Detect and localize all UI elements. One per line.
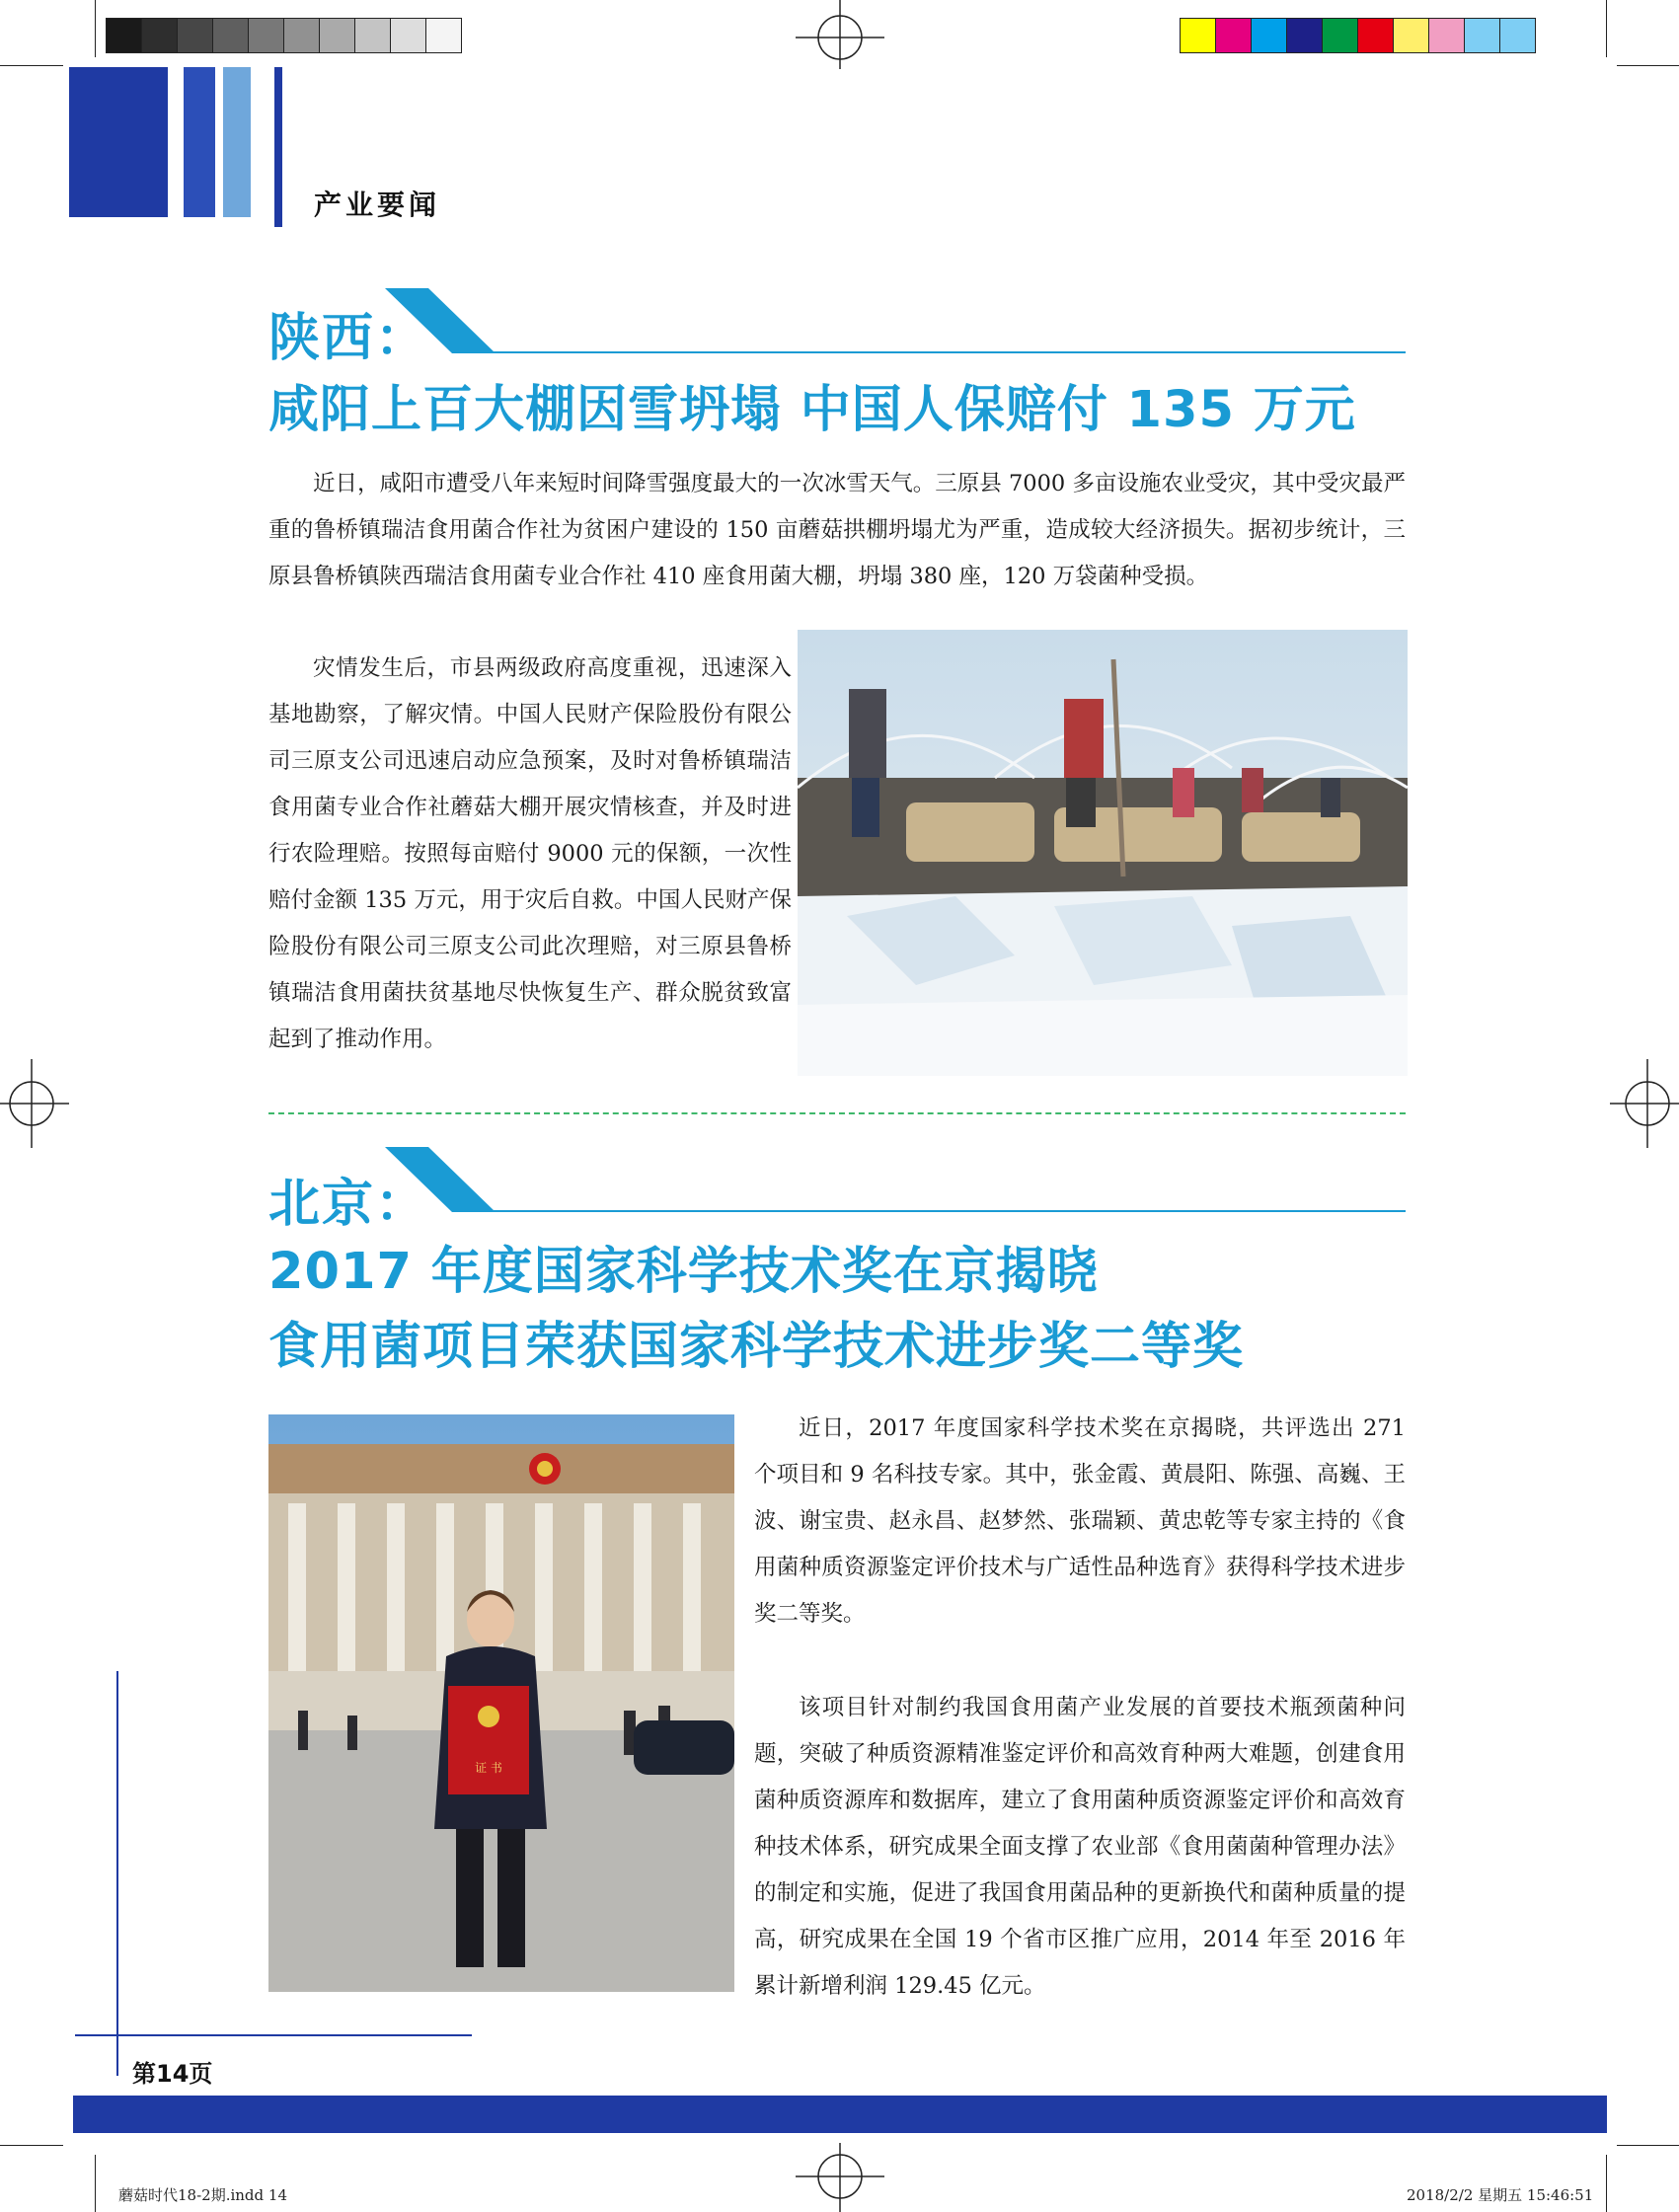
article1-paragraph-2: 灾情发生后，市县两级政府高度重视，迅速深入基地勘察，了解灾情。中国人民财产保险股份有限公司三原支公司迅速启动应急预案，及时对鲁桥镇瑞洁食用菌专业合作社蘑菇大棚开展灾情核查，并及时进行农险理赔。按照每亩赔付 9000 元的保额，一次性赔付金额 135 万元，用于灾后自救。中国人民财产保险股份有限公司三原支公司此次理赔，对三原县鲁桥镇瑞洁食用菌扶贫基地尽快恢复生产、群众脱贫致富起到了推动作用。 bbox=[268, 655, 792, 1052]
article2-rule bbox=[484, 1210, 1406, 1212]
header-stripe-1 bbox=[184, 67, 215, 217]
crop-mark bbox=[1606, 2155, 1607, 2212]
collapsed-greenhouse-photo bbox=[798, 630, 1408, 1076]
section-divider bbox=[268, 1112, 1406, 1114]
header-block-dark bbox=[69, 67, 168, 217]
file-info: 蘑菇时代18-2期.indd 14 bbox=[118, 2186, 287, 2204]
crop-mark bbox=[0, 2145, 63, 2146]
page-number: 第14页 bbox=[132, 2060, 213, 2088]
article1-headline: 咸阳上百大棚因雪坍塌 中国人保赔付 135 万元 bbox=[268, 381, 1356, 439]
header-stripe-2 bbox=[223, 67, 251, 217]
headline-accent-shape bbox=[385, 288, 503, 359]
grayscale-calibration-bar bbox=[106, 18, 462, 53]
crop-mark bbox=[1617, 65, 1679, 66]
article2-paragraph-2: 该项目针对制约我国食用菌产业发展的首要技术瓶颈菌种问题，突破了种质资源精准鉴定评价和高效育种两大难题，创建食用菌种质资源库和数据库，建立了食用菌种质资源鉴定评价和高效育种技术体系，研究成果全面支撑了农业部《食用菌菌种管理办法》的制定和实施，促进了我国食用菌品种的更新换代和菌种质量的提高，研究成果在全国 19 个省市区推广应用，2014 年至 2016 年累计新增利润 129.45 亿元。 bbox=[754, 1695, 1406, 1999]
print-timestamp: 2018/2/2 星期五 15:46:51 bbox=[1407, 2186, 1594, 2204]
section-label: 产业要闻 bbox=[314, 189, 441, 221]
crop-mark bbox=[95, 0, 96, 57]
headline-accent-shape bbox=[385, 1147, 503, 1218]
registration-mark-right bbox=[1610, 1059, 1679, 1148]
award-recipient-photo bbox=[268, 1414, 734, 1992]
article1-rule bbox=[484, 351, 1406, 353]
article2-headline-line-1: 2017 年度国家科学技术奖在京揭晓 bbox=[268, 1243, 1099, 1301]
crop-mark bbox=[95, 2155, 96, 2212]
crop-mark bbox=[1606, 0, 1607, 57]
crop-mark bbox=[0, 65, 63, 66]
article2-headline-line-2: 食用菌项目荣获国家科学技术进步奖二等奖 bbox=[268, 1318, 1245, 1376]
registration-mark-left bbox=[0, 1059, 69, 1148]
certificate-text: 证 书 bbox=[475, 1761, 502, 1775]
color-calibration-bar bbox=[1180, 18, 1536, 53]
footer-vertical-rule bbox=[116, 1671, 118, 2076]
header-stripe-3 bbox=[274, 67, 282, 227]
registration-mark-top bbox=[796, 0, 884, 69]
registration-mark-bottom bbox=[796, 2143, 884, 2212]
footer-band bbox=[73, 2096, 1607, 2133]
footer-horizontal-rule bbox=[75, 2034, 472, 2036]
article2-paragraph-1: 近日，2017 年度国家科学技术奖在京揭晓，共评选出 271 个项目和 9 名科技专家。其中，张金霞、黄晨阳、陈强、高巍、王波、谢宝贵、赵永昌、赵梦然、张瑞颖、黄忠乾等专家主持的《食用菌种质资源鉴定评价技术与广适性品种选育》获得科学技术进步奖二等奖。 bbox=[754, 1415, 1406, 1627]
article1-region: 陕西： bbox=[268, 309, 429, 368]
crop-mark bbox=[1617, 2145, 1679, 2146]
article1-paragraph-1: 近日，咸阳市遭受八年来短时间降雪强度最大的一次冰雪天气。三原县 7000 多亩设施农业受灾，其中受灾最严重的鲁桥镇瑞洁食用菌合作社为贫困户建设的 150 亩蘑菇拱棚坍塌尤为严重，造成较大经济损失。据初步统计，三原县鲁桥镇陕西瑞洁食用菌专业合作社 410 座食用菌大棚，坍塌 380 座，120 万袋菌种受损。 bbox=[268, 471, 1406, 589]
article2-region: 北京： bbox=[268, 1175, 429, 1234]
